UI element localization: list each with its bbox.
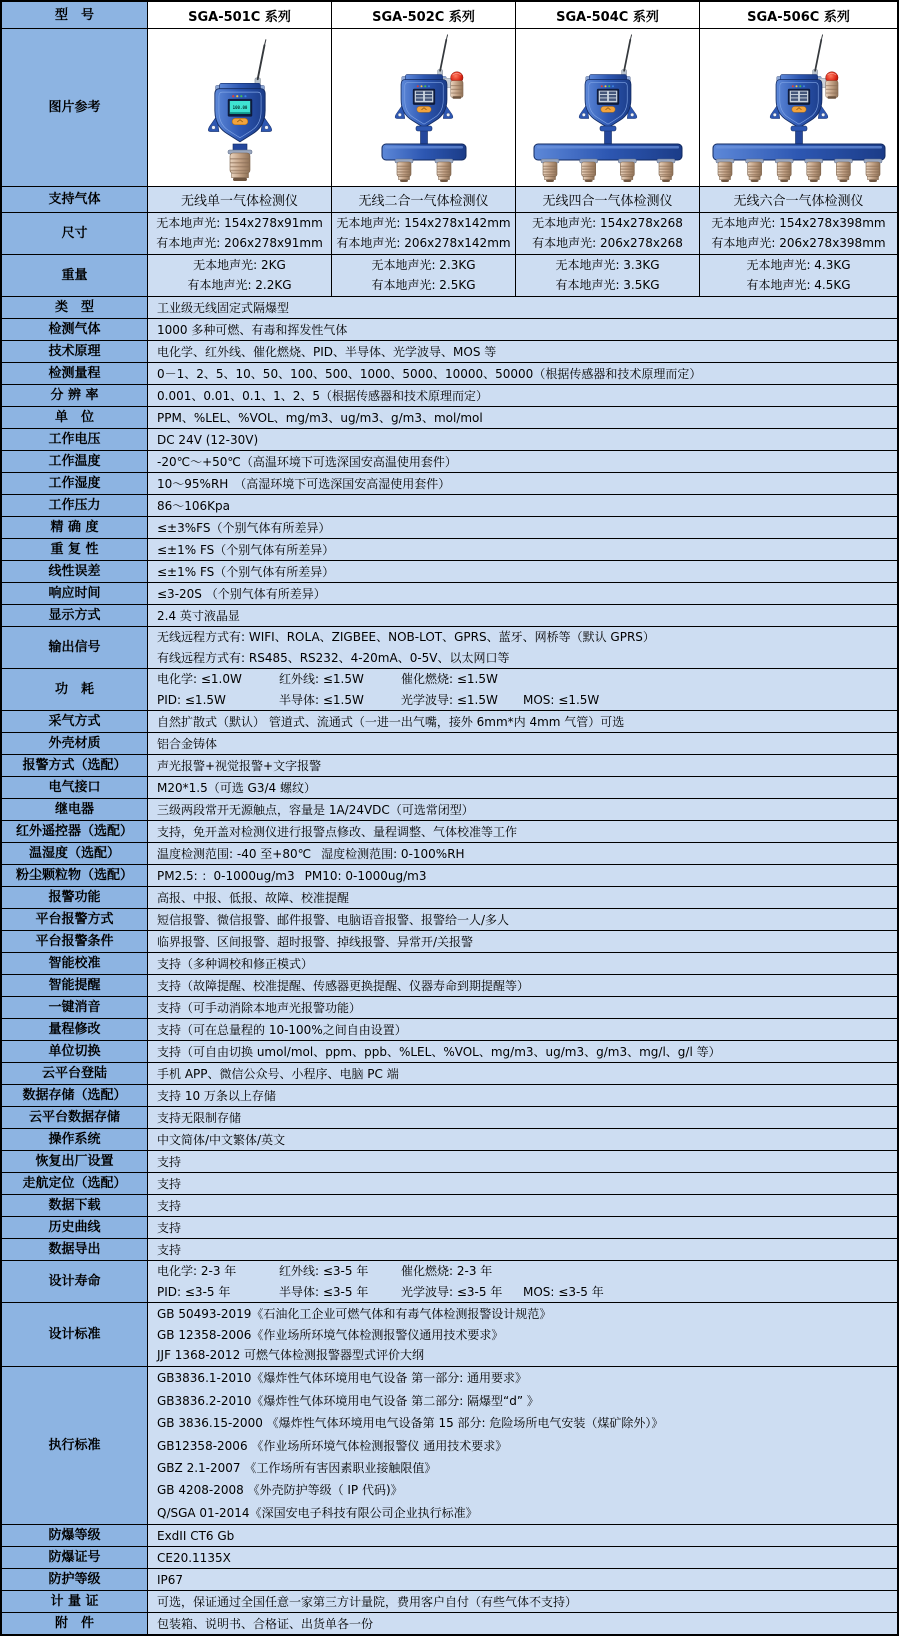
row-value xyxy=(148,755,897,776)
product-image-cell xyxy=(700,29,897,186)
value-line: 支持 xyxy=(157,1198,182,1213)
value-line: 有本地声光: 2.2KG xyxy=(187,278,292,292)
model-header: SGA-501C 系列 xyxy=(148,2,332,28)
row-value xyxy=(148,1151,897,1172)
value-line: 临界报警、区间报警、超时报警、掉线报警、异常开/关报警 xyxy=(157,934,474,949)
table-row xyxy=(2,1019,897,1041)
row-label: 外壳材质 xyxy=(2,733,148,754)
row-label-model: 型 号 xyxy=(2,2,148,28)
row-label: 智能校准 xyxy=(2,953,148,974)
row-value xyxy=(148,319,897,340)
row-value xyxy=(148,341,897,362)
row-value xyxy=(148,777,897,798)
table-row xyxy=(2,605,897,627)
row-value xyxy=(148,429,897,450)
value-line: 无本地声光: 2.3KG xyxy=(371,258,476,272)
table-row xyxy=(2,1085,897,1107)
value-line: M20*1.5（可选 G3/4 螺纹） xyxy=(157,780,316,795)
row-value xyxy=(148,953,897,974)
value-line: ≤±1% FS（个别气体有所差异） xyxy=(157,542,335,557)
row-label: 温湿度（选配） xyxy=(2,843,148,864)
table-row xyxy=(2,385,897,407)
value-segment: 光学波导: ≤3-5 年 xyxy=(401,1284,503,1299)
table-row xyxy=(2,669,897,711)
value-line: IP67 xyxy=(157,1572,184,1587)
value-line: 短信报警、微信报警、邮件报警、电脑语音报警、报警给一人/多人 xyxy=(157,912,510,927)
weight-cell xyxy=(148,255,332,296)
product-illustration-sga-506c xyxy=(711,32,887,184)
model-header: SGA-502C 系列 xyxy=(332,2,516,28)
value-segment: 半导体: ≤3-5 年 xyxy=(279,1284,369,1299)
table-row xyxy=(2,777,897,799)
row-value xyxy=(148,1129,897,1150)
value-line: 有本地声光: 206x278x268 xyxy=(532,236,683,250)
table-row xyxy=(2,799,897,821)
row-label: 数据导出 xyxy=(2,1239,148,1260)
value-line: 支持 xyxy=(157,1220,182,1235)
row-value xyxy=(148,297,897,318)
table-row xyxy=(2,1367,897,1525)
row-value xyxy=(148,1107,897,1128)
product-illustration-sga-501c xyxy=(152,32,328,184)
model-header: SGA-506C 系列 xyxy=(700,2,897,28)
table-row xyxy=(2,711,897,733)
table-row xyxy=(2,887,897,909)
row-value xyxy=(148,1063,897,1084)
table-row xyxy=(2,1107,897,1129)
value-segment: 电化学: 2-3 年 xyxy=(157,1264,237,1279)
table-row xyxy=(2,363,897,385)
row-label: 报警功能 xyxy=(2,887,148,908)
value-line xyxy=(157,1282,888,1302)
table-row xyxy=(2,297,897,319)
row-value xyxy=(148,385,897,406)
row-value xyxy=(148,473,897,494)
row-label: 防护等级 xyxy=(2,1569,148,1590)
row-value xyxy=(148,669,897,710)
value-line: GB 50493-2019《石油化工企业可燃气体和有毒气体检测报警设计规范》 xyxy=(157,1306,552,1321)
value-line: 无本地声光: 2KG xyxy=(193,258,286,272)
value-line: 包装箱、说明书、合格证、出货单各一份 xyxy=(157,1616,374,1631)
row-value xyxy=(148,451,897,472)
value-line: GB3836.1-2010《爆炸性气体环境用电气设备 第一部分: 通用要求》 xyxy=(157,1371,528,1386)
row-label: 数据下载 xyxy=(2,1195,148,1216)
value-line: 无本地声光: 4.3KG xyxy=(746,258,851,272)
value-line: 自然扩散式（默认） 管道式、流通式（一进一出气嘴，接外 6mm*内 4mm 气管）可选 xyxy=(157,714,625,729)
table-row xyxy=(2,1303,897,1367)
row-value xyxy=(148,407,897,428)
row-value xyxy=(148,1041,897,1062)
value-line xyxy=(157,866,888,886)
row-label-weight: 重量 xyxy=(2,255,148,296)
row-label: 走航定位（选配） xyxy=(2,1173,148,1194)
table-row xyxy=(2,975,897,997)
value-line: 0.001、0.01、0.1、1、2、5（根据传感器和技术原理而定） xyxy=(157,388,489,403)
row-value xyxy=(148,1217,897,1238)
product-image-cell xyxy=(332,29,516,186)
table-row xyxy=(2,473,897,495)
row-value xyxy=(148,821,897,842)
table-row xyxy=(2,1525,897,1547)
table-row xyxy=(2,495,897,517)
value-line: ≤3-20S （个别气体有所差异） xyxy=(157,586,326,601)
row-value xyxy=(148,887,897,908)
value-segment: MOS: ≤1.5W xyxy=(523,692,600,707)
value-line: 2.4 英寸液晶显 xyxy=(157,608,240,623)
table-row xyxy=(2,429,897,451)
value-segment: 湿度检测范围: 0-100%RH xyxy=(321,846,465,861)
table-row xyxy=(2,1613,897,1634)
value-line: 有线远程方式有: RS485、RS232、4-20mA、0-5V、以太网口等 xyxy=(157,650,510,665)
row-value xyxy=(148,1239,897,1260)
row-label: 工作电压 xyxy=(2,429,148,450)
value-line: 10～95%RH （高湿环境下可选深国安高湿使用套件） xyxy=(157,476,451,491)
row-value xyxy=(148,997,897,1018)
value-line: CE20.1135X xyxy=(157,1550,231,1565)
table-row xyxy=(2,451,897,473)
row-value xyxy=(148,627,897,668)
row-label: 检测量程 xyxy=(2,363,148,384)
value-segment: 红外线: ≤3-5 年 xyxy=(279,1264,369,1279)
row-value xyxy=(148,561,897,582)
value-line xyxy=(157,844,888,864)
value-line: 支持（多种调校和修正模式） xyxy=(157,956,314,971)
value-line: 有本地声光: 206x278x398mm xyxy=(711,236,886,250)
table-row xyxy=(2,821,897,843)
table-row xyxy=(2,733,897,755)
row-label-size: 尺寸 xyxy=(2,213,148,254)
value-line: 支持无限制存储 xyxy=(157,1110,242,1125)
value-line: GB 12358-2006《作业场所环境气体检测报警仪通用技术要求》 xyxy=(157,1327,504,1342)
row-value xyxy=(148,1195,897,1216)
svg-text:100.00: 100.00 xyxy=(232,104,247,110)
column-group xyxy=(148,187,897,212)
row-label: 分 辨 率 xyxy=(2,385,148,406)
table-row xyxy=(2,319,897,341)
value-line: 支持（可自由切换 umol/mol、ppm、ppb、%LEL、%VOL、mg/m3、ug/m3、g/m3、mg/l、g/l 等） xyxy=(157,1044,721,1059)
column-group xyxy=(148,213,897,254)
row-label: 单位切换 xyxy=(2,1041,148,1062)
weight-cell xyxy=(516,255,700,296)
row-value xyxy=(148,495,897,516)
table-row xyxy=(2,1217,897,1239)
value-line: 无本地声光: 3.3KG xyxy=(555,258,660,272)
row-value xyxy=(148,1019,897,1040)
value-line: 电化学、红外线、催化燃烧、PID、半导体、光学波导、MOS 等 xyxy=(157,344,497,359)
value-segment: PID: ≤3-5 年 xyxy=(157,1284,231,1299)
value-line: DC 24V (12-30V) xyxy=(157,432,259,447)
row-value xyxy=(148,1591,897,1612)
value-segment: 催化燃烧: 2-3 年 xyxy=(401,1264,493,1279)
size-cell xyxy=(332,213,516,254)
value-line: 支持 10 万条以上存储 xyxy=(157,1088,276,1103)
table-row xyxy=(2,1591,897,1613)
row-label: 输出信号 xyxy=(2,627,148,668)
row-label: 采气方式 xyxy=(2,711,148,732)
row-label: 设计标准 xyxy=(2,1303,148,1366)
row-value xyxy=(148,799,897,820)
product-image-cell xyxy=(148,29,332,186)
row-value xyxy=(148,1303,897,1366)
row-label: 计 量 证 xyxy=(2,1591,148,1612)
row-label: 一键消音 xyxy=(2,997,148,1018)
table-row xyxy=(2,1239,897,1261)
value-line: 支持（可手动消除本地声光报警功能） xyxy=(157,1000,362,1015)
row-label: 线性误差 xyxy=(2,561,148,582)
value-line: GB3836.2-2010《爆炸性气体环境用电气设备 第二部分: 隔爆型“d” 》 xyxy=(157,1393,539,1408)
row-label: 继电器 xyxy=(2,799,148,820)
table-row xyxy=(2,187,897,213)
value-line: PPM、%LEL、%VOL、mg/m3、ug/m3、g/m3、mol/mol xyxy=(157,410,483,425)
value-line: 无本地声光: 154x278x398mm xyxy=(711,216,886,230)
table-row xyxy=(2,997,897,1019)
gas-type-cell: 无线单一气体检测仪 xyxy=(148,187,332,212)
value-line xyxy=(157,669,888,689)
table-row xyxy=(2,865,897,887)
row-value xyxy=(148,1085,897,1106)
value-line: 有本地声光: 3.5KG xyxy=(555,278,660,292)
row-value xyxy=(148,1613,897,1634)
row-label: 量程修改 xyxy=(2,1019,148,1040)
value-line: ≤±3%FS（个别气体有所差异） xyxy=(157,520,331,535)
row-label: 操作系统 xyxy=(2,1129,148,1150)
value-line: JJF 1368-2012 可燃气体检测报警器型式评价大纲 xyxy=(157,1348,425,1363)
row-label: 单 位 xyxy=(2,407,148,428)
value-line: GB 3836.15-2000 《爆炸性气体环境用电气设备第 15 部分: 危险场所电气安装（煤矿除外）》 xyxy=(157,1416,664,1431)
table-row xyxy=(2,627,897,669)
row-label: 技术原理 xyxy=(2,341,148,362)
row-label: 附 件 xyxy=(2,1613,148,1634)
row-label: 防爆等级 xyxy=(2,1525,148,1546)
gas-type-cell: 无线四合一气体检测仪 xyxy=(516,187,700,212)
value-line xyxy=(157,1261,888,1281)
row-value xyxy=(148,1547,897,1568)
row-value xyxy=(148,605,897,626)
value-segment: 电化学: ≤1.0W xyxy=(157,672,242,687)
table-row xyxy=(2,1151,897,1173)
value-line: 可选，保证通过全国任意一家第三方计量院，费用客户自付（有些气体不支持） xyxy=(157,1594,578,1609)
table-row xyxy=(2,255,897,297)
row-value xyxy=(148,931,897,952)
value-line: 支持 xyxy=(157,1242,182,1257)
row-value xyxy=(148,843,897,864)
table-row xyxy=(2,843,897,865)
row-label: 平台报警条件 xyxy=(2,931,148,952)
row-value xyxy=(148,733,897,754)
model-header: SGA-504C 系列 xyxy=(516,2,700,28)
value-line: 铝合金铸体 xyxy=(157,736,218,751)
row-label: 工作温度 xyxy=(2,451,148,472)
value-line: 无本地声光: 154x278x268 xyxy=(532,216,683,230)
value-line: 有本地声光: 4.5KG xyxy=(746,278,851,292)
row-label-image: 图片参考 xyxy=(2,29,148,186)
row-value xyxy=(148,865,897,886)
table-row xyxy=(2,1547,897,1569)
row-value xyxy=(148,1367,897,1524)
row-label: 红外遥控器（选配） xyxy=(2,821,148,842)
row-label: 智能提醒 xyxy=(2,975,148,996)
row-value xyxy=(148,539,897,560)
value-line: 0－1、2、5、10、50、100、500、1000、5000、10000、50000（根据传感器和技术原理而定） xyxy=(157,366,702,381)
row-label: 云平台数据存储 xyxy=(2,1107,148,1128)
value-segment: 半导体: ≤1.5W xyxy=(279,692,364,707)
row-label: 检测气体 xyxy=(2,319,148,340)
value-segment: PID: ≤1.5W xyxy=(157,692,226,707)
size-cell xyxy=(700,213,897,254)
row-value xyxy=(148,1173,897,1194)
row-label: 电气接口 xyxy=(2,777,148,798)
row-value xyxy=(148,363,897,384)
table-row xyxy=(2,1195,897,1217)
table-row xyxy=(2,2,897,29)
table-row xyxy=(2,583,897,605)
value-line: 支持（可在总量程的 10-100%之间自由设置） xyxy=(157,1022,407,1037)
value-line: 无线远程方式有: WIFI、ROLA、ZIGBEE、NOB-LOT、GPRS、蓝牙、网桥等（默认 GPRS） xyxy=(157,630,655,645)
table-row xyxy=(2,1261,897,1303)
table-row xyxy=(2,953,897,975)
row-label: 功 耗 xyxy=(2,669,148,710)
row-label: 工作湿度 xyxy=(2,473,148,494)
row-label: 执行标准 xyxy=(2,1367,148,1524)
value-line: 中文简体/中文繁体/英文 xyxy=(157,1132,286,1147)
value-line: 支持 xyxy=(157,1176,182,1191)
table-row xyxy=(2,561,897,583)
column-group xyxy=(148,29,897,186)
value-line: 三级两段常开无源触点，容量是 1A/24VDC（可选常闭型） xyxy=(157,802,474,817)
row-value xyxy=(148,909,897,930)
value-line xyxy=(157,690,888,710)
value-segment: 温度检测范围: -40 至+80℃ xyxy=(157,846,312,861)
table-row xyxy=(2,1063,897,1085)
column-group xyxy=(148,255,897,296)
value-line: 支持 xyxy=(157,1154,182,1169)
table-row xyxy=(2,539,897,561)
value-line: 86～106Kpa xyxy=(157,498,231,513)
gas-type-cell: 无线二合一气体检测仪 xyxy=(332,187,516,212)
row-value xyxy=(148,975,897,996)
value-line: Q/SGA 01-2014《深国安电子科技有限公司企业执行标准》 xyxy=(157,1505,478,1520)
row-label: 类 型 xyxy=(2,297,148,318)
row-label: 响应时间 xyxy=(2,583,148,604)
value-line: ≤±1% FS（个别气体有所差异） xyxy=(157,564,335,579)
value-line: 声光报警+视觉报警+文字报警 xyxy=(157,758,322,773)
value-line: -20℃～+50℃（高温环境下可选深国安高温使用套件） xyxy=(157,454,457,469)
value-segment: 红外线: ≤1.5W xyxy=(279,672,364,687)
value-line: ExdII CT6 Gb xyxy=(157,1528,235,1543)
value-line: 支持（故障提醒、校准提醒、传感器更换提醒、仪器寿命到期提醒等） xyxy=(157,978,530,993)
table-row xyxy=(2,1129,897,1151)
value-segment: PM10: 0-1000ug/m3 xyxy=(304,868,427,883)
value-line: 无本地声光: 154x278x142mm xyxy=(336,216,511,230)
table-row xyxy=(2,407,897,429)
table-row xyxy=(2,1173,897,1195)
table-row xyxy=(2,1569,897,1591)
product-illustration-sga-502c xyxy=(336,32,512,184)
row-label: 设计寿命 xyxy=(2,1261,148,1302)
row-label: 云平台登陆 xyxy=(2,1063,148,1084)
row-label: 粉尘颗粒物（选配） xyxy=(2,865,148,886)
table-row xyxy=(2,213,897,255)
row-label: 平台报警方式 xyxy=(2,909,148,930)
row-label: 显示方式 xyxy=(2,605,148,626)
table-row xyxy=(2,517,897,539)
row-label: 防爆证号 xyxy=(2,1547,148,1568)
size-cell xyxy=(148,213,332,254)
table-row xyxy=(2,755,897,777)
column-group xyxy=(148,2,897,28)
value-line: 1000 多种可燃、有毒和挥发性气体 xyxy=(157,322,348,337)
value-line: 支持，免开盖对检测仪进行报警点修改、量程调整、气体校准等工作 xyxy=(157,824,518,839)
weight-cell xyxy=(332,255,516,296)
row-value xyxy=(148,583,897,604)
table-row xyxy=(2,931,897,953)
value-line: GB 4208-2008 《外壳防护等级（ IP 代码)》 xyxy=(157,1483,403,1498)
value-line: GB12358-2006 《作业场所环境气体检测报警仪 通用技术要求》 xyxy=(157,1438,508,1453)
row-value xyxy=(148,711,897,732)
row-label: 历史曲线 xyxy=(2,1217,148,1238)
row-value xyxy=(148,517,897,538)
row-label: 恢复出厂设置 xyxy=(2,1151,148,1172)
row-value xyxy=(148,1261,897,1302)
value-line: 高报、中报、低报、故障、校准提醒 xyxy=(157,890,350,905)
value-segment: PM2.5: ：0-1000ug/m3 xyxy=(157,868,295,883)
value-segment: MOS: ≤3-5 年 xyxy=(523,1284,604,1299)
value-segment: 催化燃烧: ≤1.5W xyxy=(401,672,498,687)
value-line: 有本地声光: 206x278x91mm xyxy=(156,236,323,250)
table-row xyxy=(2,341,897,363)
table-row xyxy=(2,909,897,931)
value-line: 手机 APP、微信公众号、小程序、电脑 PC 端 xyxy=(157,1066,399,1081)
value-segment: 光学波导: ≤1.5W xyxy=(401,692,498,707)
row-label: 工作压力 xyxy=(2,495,148,516)
table-row xyxy=(2,29,897,187)
row-label: 数据存储（选配） xyxy=(2,1085,148,1106)
row-label: 报警方式（选配） xyxy=(2,755,148,776)
row-label-gas: 支持气体 xyxy=(2,187,148,212)
value-line: GBZ 2.1-2007 《工作场所有害因素职业接触限值》 xyxy=(157,1460,437,1475)
product-image-cell xyxy=(516,29,700,186)
row-label: 重 复 性 xyxy=(2,539,148,560)
value-line: 无本地声光: 154x278x91mm xyxy=(156,216,323,230)
row-label: 精 确 度 xyxy=(2,517,148,538)
weight-cell xyxy=(700,255,897,296)
row-value xyxy=(148,1569,897,1590)
table-row xyxy=(2,1041,897,1063)
value-line: 有本地声光: 2.5KG xyxy=(371,278,476,292)
size-cell xyxy=(516,213,700,254)
product-illustration-sga-504c xyxy=(520,32,696,184)
gas-type-cell: 无线六合一气体检测仪 xyxy=(700,187,897,212)
row-value xyxy=(148,1525,897,1546)
value-line: 工业级无线固定式隔爆型 xyxy=(157,300,290,315)
value-line: 有本地声光: 206x278x142mm xyxy=(336,236,511,250)
